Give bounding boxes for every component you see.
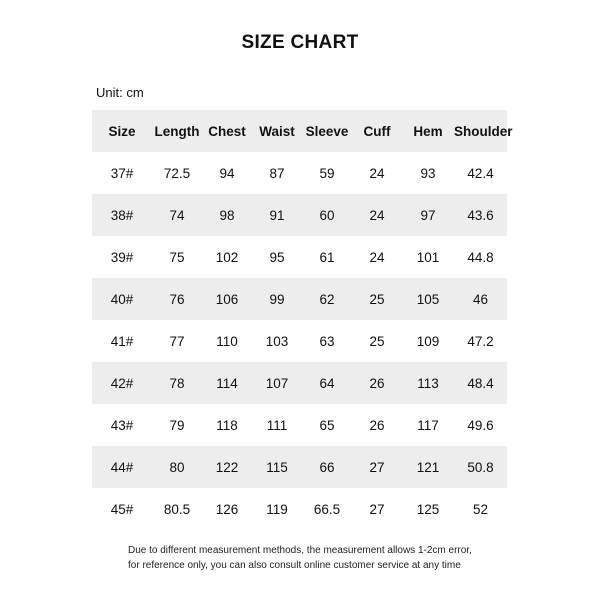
measurement-note-line: for reference only, you can also consult online customer service at any time (128, 560, 461, 571)
table-body (92, 152, 507, 530)
measurement-cell: 106 (215, 291, 239, 307)
measurement-note (128, 543, 472, 573)
table-row (92, 320, 507, 362)
column-header: Chest (208, 123, 246, 139)
measurement-cell: 99 (269, 291, 285, 307)
measurement-cell: 66 (319, 459, 335, 475)
measurement-cell: 48.4 (467, 375, 494, 391)
measurement-cell: 118 (216, 417, 238, 433)
measurement-cell: 47.2 (467, 333, 494, 349)
column-header: Size (108, 123, 136, 139)
measurement-cell: 119 (266, 501, 288, 517)
measurement-cell: 80.5 (163, 501, 191, 517)
measurement-cell: 25 (369, 333, 385, 349)
measurement-cell: 61 (319, 249, 335, 265)
measurement-cell: 121 (416, 459, 440, 475)
measurement-cell: 107 (265, 375, 289, 391)
measurement-cell: 42.4 (467, 165, 494, 181)
column-header: Hem (413, 123, 443, 139)
measurement-cell: 79 (169, 417, 185, 433)
measurement-cell: 66.5 (313, 501, 341, 517)
measurement-cell: 77 (169, 333, 185, 349)
table-row (92, 278, 507, 320)
measurement-cell: 49.6 (467, 417, 494, 433)
measurement-cell: 74 (169, 207, 185, 223)
measurement-cell: 76 (169, 291, 185, 307)
measurement-cell: 126 (215, 501, 239, 517)
measurement-cell: 117 (417, 417, 439, 433)
measurement-cell: 65 (319, 417, 335, 433)
measurement-cell: 24 (369, 207, 385, 223)
measurement-cell: 109 (416, 333, 440, 349)
measurement-cell: 97 (420, 207, 436, 223)
measurement-cell: 114 (216, 375, 238, 391)
measurement-cell: 59 (319, 165, 335, 181)
size-cell: 44# (110, 459, 134, 475)
measurement-cell: 25 (369, 291, 385, 307)
measurement-cell: 101 (416, 249, 440, 265)
measurement-cell: 95 (269, 249, 285, 265)
unit-label: Unit: cm (96, 85, 144, 100)
measurement-cell: 44.8 (467, 249, 494, 265)
column-header: Length (154, 123, 200, 139)
size-table (92, 110, 513, 530)
size-cell: 37# (110, 165, 134, 181)
measurement-cell: 91 (269, 207, 285, 223)
measurement-cell: 93 (420, 165, 436, 181)
measurement-cell: 78 (169, 375, 185, 391)
measurement-cell: 26 (369, 417, 385, 433)
table-row (92, 446, 507, 488)
measurement-cell: 43.6 (467, 207, 494, 223)
measurement-cell: 125 (416, 501, 440, 517)
measurement-cell: 46 (472, 291, 489, 307)
table-row (92, 236, 507, 278)
table-header-row (92, 110, 507, 152)
column-header: Waist (259, 123, 295, 139)
measurement-cell: 110 (216, 333, 238, 349)
measurement-cell: 111 (266, 417, 288, 433)
measurement-note-line: Due to different measurement methods, the measurement allows 1-2cm error, (128, 545, 472, 556)
column-header: Sleeve (305, 123, 349, 139)
measurement-cell: 103 (265, 333, 289, 349)
table-row (92, 152, 507, 194)
measurement-cell: 27 (369, 459, 385, 475)
measurement-cell: 87 (269, 165, 285, 181)
measurement-cell: 64 (319, 375, 335, 391)
size-cell: 45# (110, 501, 134, 517)
measurement-cell: 24 (369, 165, 385, 181)
column-header: Cuff (363, 123, 391, 139)
size-cell: 38# (110, 207, 134, 223)
table-row (92, 194, 507, 236)
measurement-cell: 98 (219, 207, 235, 223)
measurement-cell: 63 (319, 333, 335, 349)
measurement-cell: 105 (416, 291, 440, 307)
measurement-cell: 24 (369, 249, 385, 265)
size-cell: 42# (110, 375, 134, 391)
column-header: Shoulder (454, 123, 513, 139)
size-chart-title: SIZE CHART (241, 32, 359, 53)
size-cell: 43# (110, 417, 134, 433)
measurement-cell: 27 (369, 501, 385, 517)
measurement-cell: 115 (266, 459, 288, 475)
table-row (92, 404, 507, 446)
measurement-cell: 80 (169, 459, 185, 475)
table-row (92, 488, 507, 530)
size-cell: 39# (110, 249, 134, 265)
size-cell: 40# (110, 291, 134, 307)
measurement-cell: 75 (169, 249, 185, 265)
measurement-cell: 94 (219, 165, 235, 181)
size-cell: 41# (110, 333, 134, 349)
table-row (92, 362, 507, 404)
measurement-cell: 62 (319, 291, 335, 307)
measurement-cell: 113 (417, 375, 439, 391)
measurement-cell: 26 (369, 375, 385, 391)
measurement-cell: 122 (215, 459, 239, 475)
measurement-cell: 72.5 (163, 165, 191, 181)
measurement-cell: 102 (215, 249, 239, 265)
measurement-cell: 52 (472, 501, 489, 517)
measurement-cell: 50.8 (467, 459, 494, 475)
measurement-cell: 60 (319, 207, 335, 223)
